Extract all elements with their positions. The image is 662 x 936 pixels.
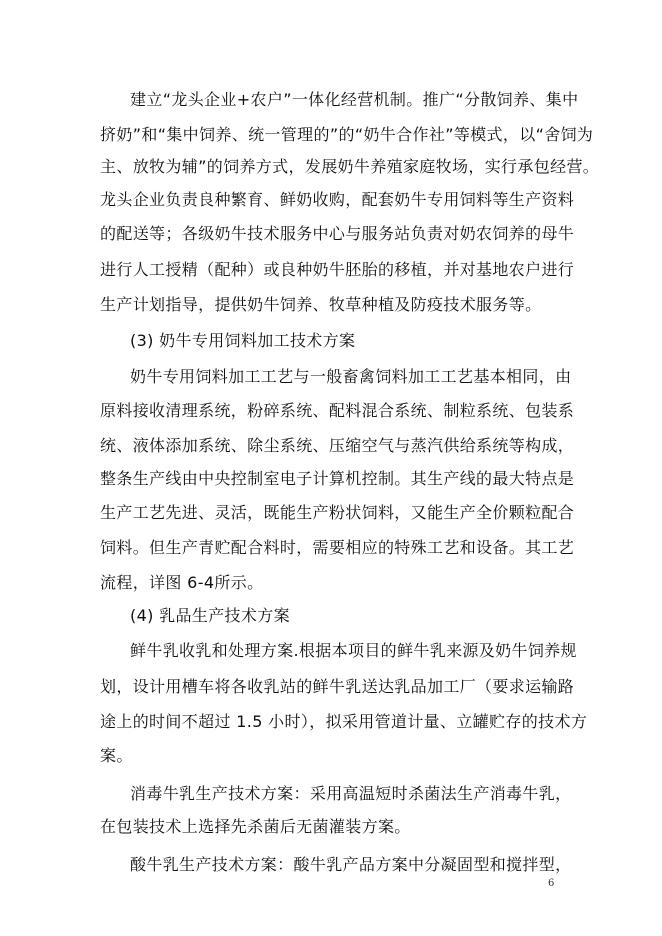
paragraph-1-line-1: 建立“龙头企业+农户”一体化经营机制。推广“分散饲养、集中 — [130, 90, 579, 109]
paragraph-3-line-2: 原料接收清理系统，粉碎系统、配料混合系统、制粒系统、包装系 — [100, 401, 575, 420]
paragraph-3-line-7: 流程，详图 6-4所示。 — [100, 573, 264, 592]
page-number: 6 — [548, 878, 555, 889]
paragraph-1-line-6: 进行人工授精（配种）或良种奶牛胚胎的移植，并对基地农户进行 — [100, 260, 575, 279]
paragraph-3-line-1: 奶牛专用饲料加工工艺与一般畜禽饲料加工工艺基本相同，由 — [130, 367, 572, 386]
paragraph-3-line-4: 整条生产线由中央控制室电子计算机控制。其生产线的最大特点是 — [100, 469, 575, 488]
paragraph-1-line-2: 挤奶”和“集中饲养、统一管理的”的“奶牛合作社”等模式，以“舍饲为 — [100, 125, 594, 144]
paragraph-6-line-1: 消毒牛乳生产技术方案：采用高温短时杀菌法生产消毒牛乳， — [130, 784, 572, 803]
paragraph-5-line-3: 途上的时间不超过 1.5 小时），拟采用管道计量、立罐贮存的技术方 — [100, 712, 588, 731]
paragraph-7-line-1: 酸牛乳生产技术方案：酸牛乳产品方案中分凝固型和搅拌型， — [130, 855, 572, 874]
paragraph-5-line-2: 划，设计用槽车将各收乳站的鲜牛乳送达乳品加工厂（要求运输路 — [100, 677, 575, 696]
paragraph-1-line-3: 主、放牧为辅”的饲养方式，发展奶牛养殖家庭牧场，实行承包经营。 — [100, 157, 600, 176]
paragraph-3-line-5: 生产工艺先进、灵活，既能生产粉状饲料，又能生产全价颗粒配合 — [100, 503, 575, 522]
section-heading-4: (4) 乳品生产技术方案 — [130, 606, 290, 625]
section-heading-3: (3) 奶牛专用饲料加工技术方案 — [130, 331, 356, 350]
paragraph-1-line-5: 的配送等；各级奶牛技术服务中心与服务站负责对奶农饲养的母牛 — [100, 224, 575, 243]
paragraph-5-line-4: 案。 — [100, 746, 133, 765]
paragraph-1-line-7: 生产计划指导，提供奶牛饲养、牧草种植及防疫技术服务等。 — [100, 295, 542, 314]
paragraph-3-line-6: 饲料。但生产青贮配合料时，需要相应的特殊工艺和设备。其工艺 — [100, 538, 575, 557]
paragraph-5-line-1: 鲜牛乳收乳和处理方案.根据本项目的鲜牛乳来源及奶牛饲养规 — [130, 641, 577, 660]
paragraph-6-line-2: 在包装技术上选择先杀菌后无菌灌装方案。 — [100, 817, 411, 836]
paragraph-3-line-3: 统、液体添加系统、除尘系统、压缩空气与蒸汽供给系统等构成， — [100, 436, 575, 455]
paragraph-1-line-4: 龙头企业负责良种繁育、鲜奶收购，配套奶牛专用饲料等生产资料 — [100, 190, 575, 209]
